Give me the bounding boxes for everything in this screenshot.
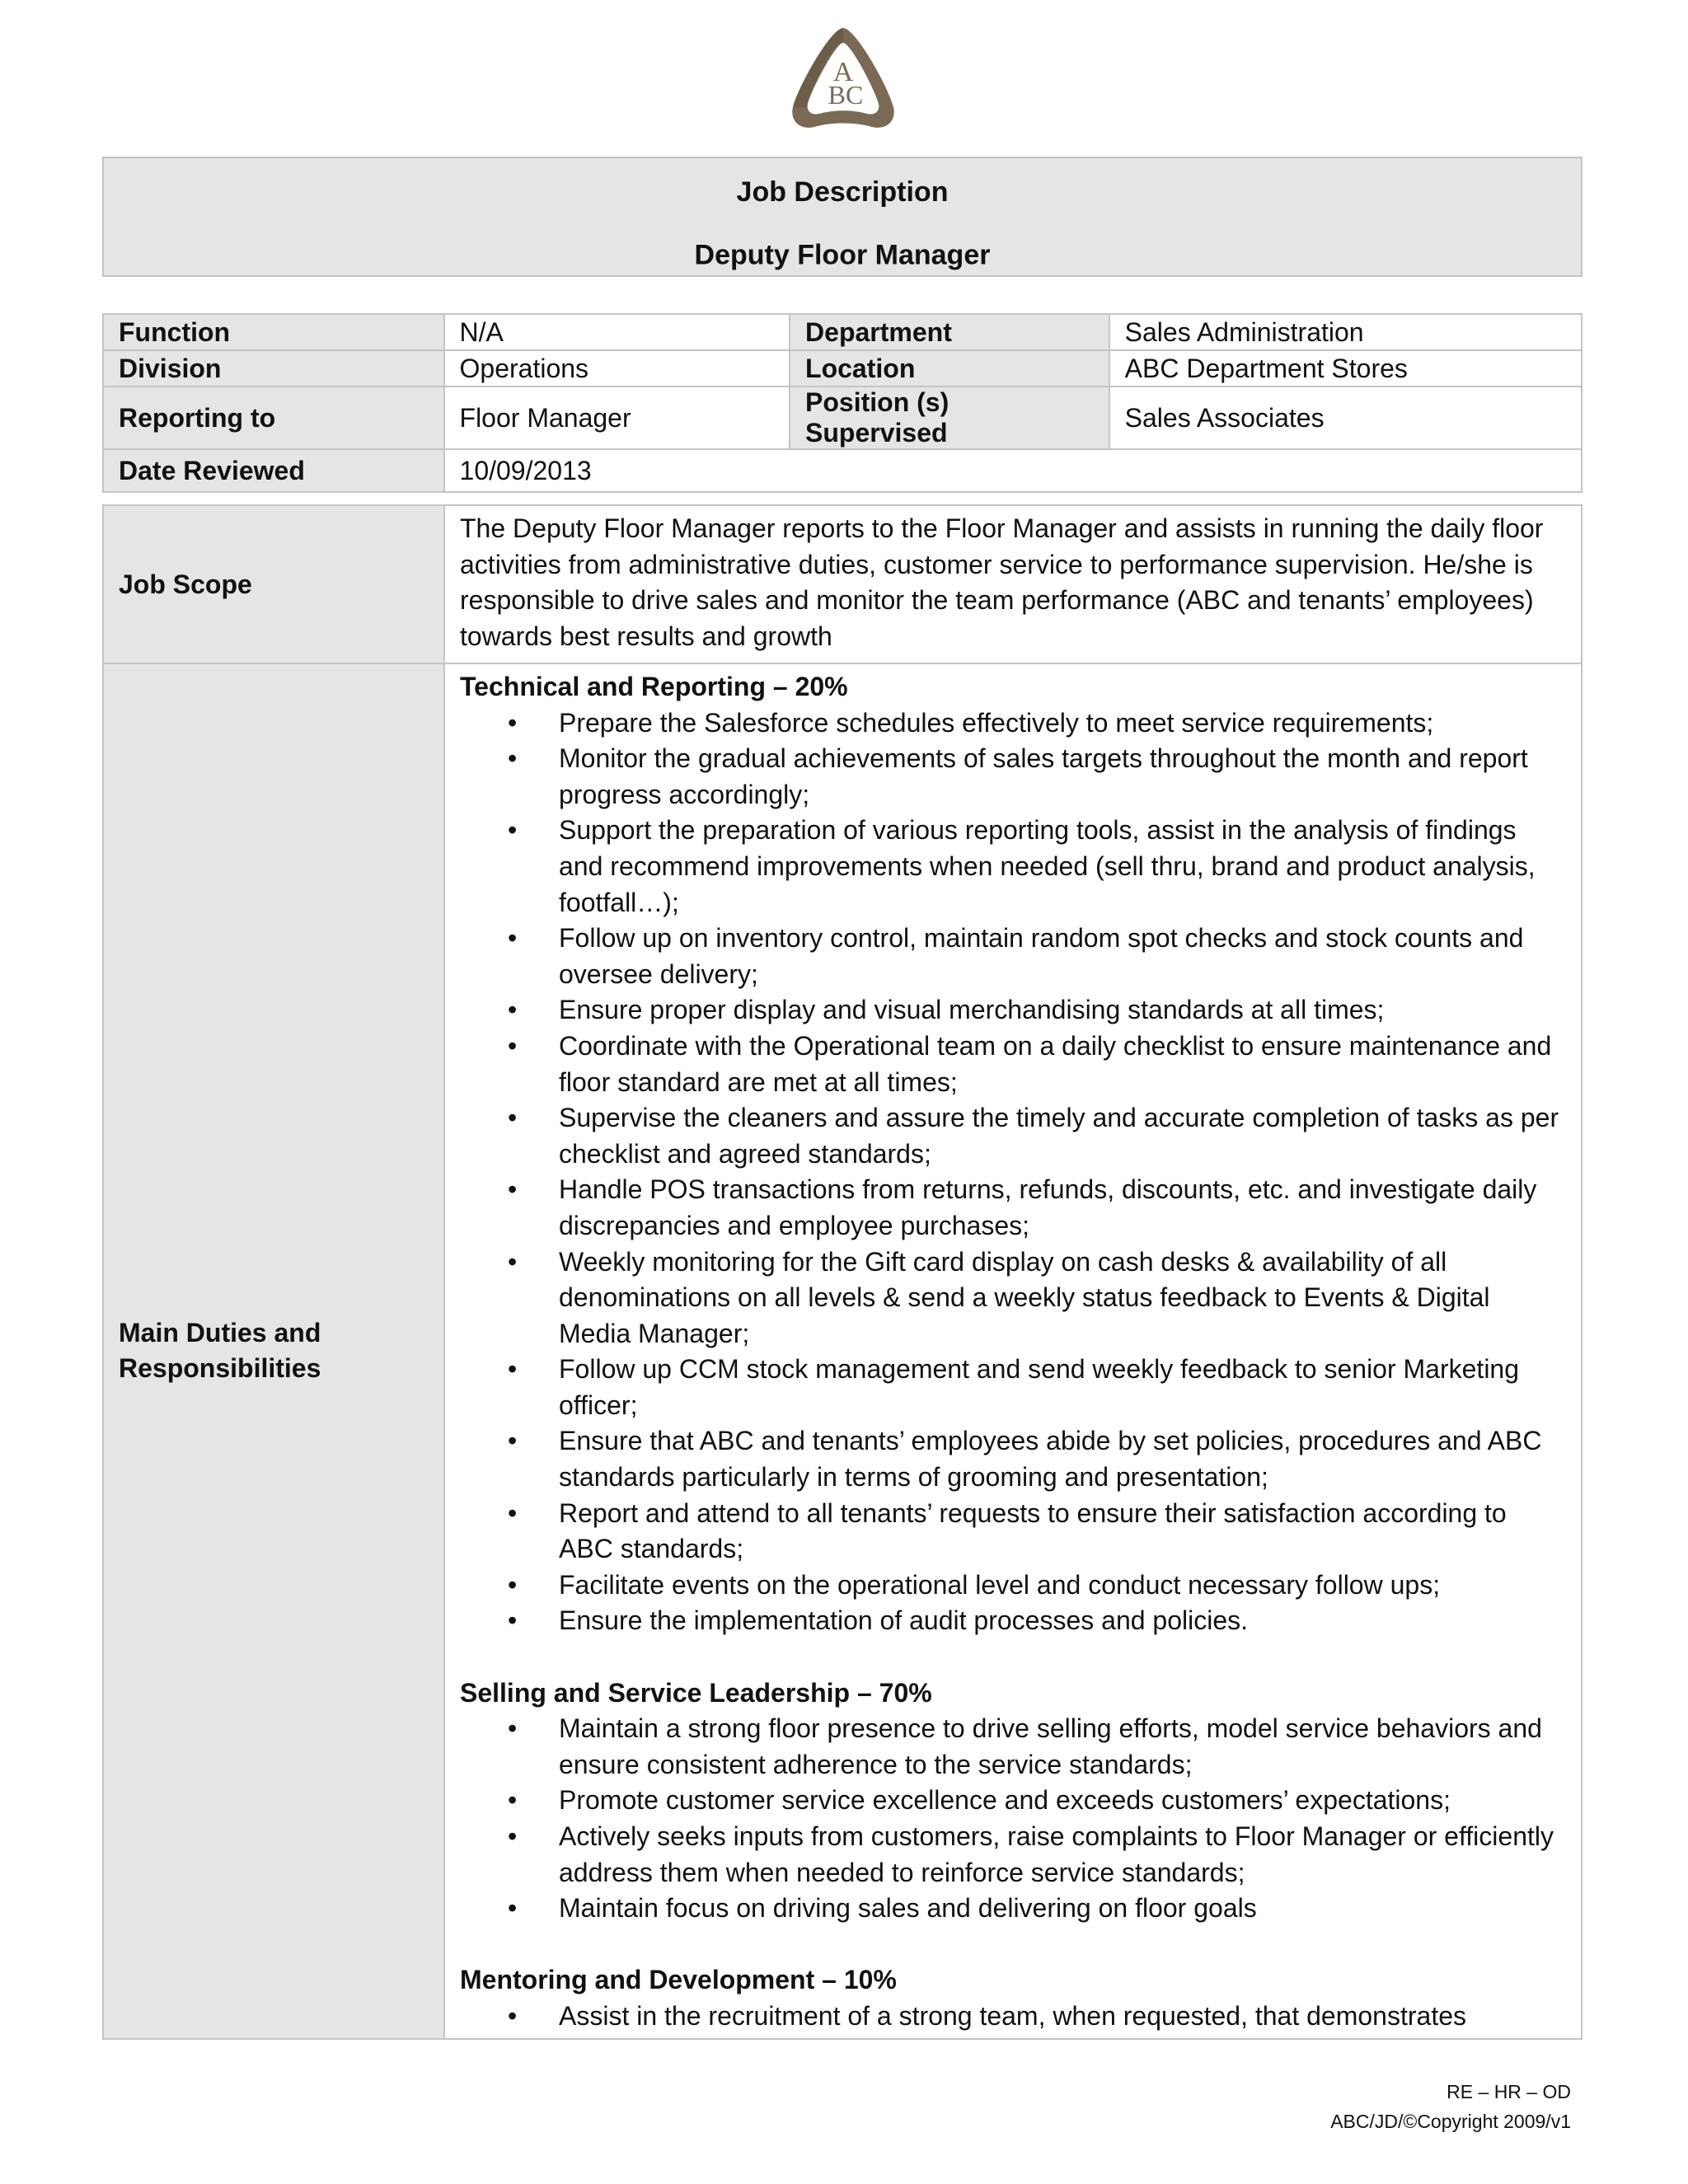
department-value: Sales Administration bbox=[1109, 314, 1582, 350]
section-title: Selling and Service Leadership – 70% bbox=[460, 1677, 932, 1708]
list-item: • Support the preparation of various reporting tools, assist in the analysis of findings and recommend improvements when needed (sell thru, brand and product analysis, footfall…); bbox=[559, 813, 1566, 921]
location-label: Location bbox=[790, 350, 1109, 387]
footer-copyright: ABC/JD/©Copyright 2009/v1 bbox=[1330, 2111, 1571, 2132]
spacer bbox=[460, 1639, 1566, 1675]
svg-text:BC: BC bbox=[828, 80, 864, 110]
list-item: • Assist in the recruitment of a strong team, when requested, that demonstrates bbox=[559, 1999, 1566, 2035]
table-row bbox=[103, 449, 1582, 492]
function-value: N/A bbox=[444, 314, 790, 350]
supervised-label: Position (s) Supervised bbox=[790, 387, 1109, 449]
list-item: • Maintain focus on driving sales and delivering on floor goals bbox=[559, 1891, 1566, 1927]
date-reviewed-label: Date Reviewed bbox=[103, 449, 444, 492]
table-row bbox=[103, 387, 1582, 449]
svg-text:A: A bbox=[832, 57, 854, 87]
info-table bbox=[102, 313, 1582, 493]
list-item: • Follow up on inventory control, maintain random spot checks and stock counts and oversee delivery; bbox=[559, 921, 1566, 992]
list-item: • Supervise the cleaners and assure the timely and accurate completion of tasks as per checklist and agreed standards; bbox=[559, 1100, 1566, 1172]
footer-code: RE – HR – OD bbox=[1447, 2081, 1571, 2102]
date-reviewed-value: 10/09/2013 bbox=[444, 449, 1582, 492]
list-item: • Weekly monitoring for the Gift card display on cash desks & availability of all denominations on all levels & send a weekly status feedback to Events & Digital Media Manager; bbox=[559, 1244, 1566, 1352]
spacer bbox=[460, 1927, 1566, 1963]
bullet-list bbox=[460, 1999, 1566, 2035]
table-row bbox=[103, 314, 1582, 350]
bullet-list bbox=[460, 705, 1566, 1639]
list-item: • Maintain a strong floor presence to drive selling efforts, model service behaviors and ensure consistent adherence to the service standards; bbox=[559, 1711, 1566, 1783]
division-value: Operations bbox=[444, 350, 790, 387]
table-row bbox=[103, 663, 1582, 2039]
list-item: • Facilitate events on the operational level and conduct necessary follow ups; bbox=[559, 1568, 1566, 1604]
list-item: • Promote customer service excellence and exceeds customers’ expectations; bbox=[559, 1783, 1566, 1819]
list-item: • Ensure the implementation of audit processes and policies. bbox=[559, 1603, 1566, 1639]
job-scope-label: Job Scope bbox=[103, 505, 444, 663]
list-item: • Actively seeks inputs from customers, raise complaints to Floor Manager or efficiently address them when needed to reinforce service standards; bbox=[559, 1819, 1566, 1891]
function-label: Function bbox=[103, 314, 444, 350]
list-item: • Coordinate with the Operational team on a daily checklist to ensure maintenance and floor standard are met at all times; bbox=[559, 1029, 1566, 1100]
list-item: • Follow up CCM stock management and send weekly feedback to senior Marketing officer; bbox=[559, 1352, 1566, 1423]
division-label: Division bbox=[103, 350, 444, 387]
section-title: Technical and Reporting – 20% bbox=[460, 672, 848, 701]
location-value: ABC Department Stores bbox=[1109, 350, 1582, 387]
supervised-value: Sales Associates bbox=[1109, 387, 1582, 449]
reporting-value: Floor Manager bbox=[444, 387, 790, 449]
department-label: Department bbox=[790, 314, 1109, 350]
table-row bbox=[103, 505, 1582, 663]
list-item: • Ensure proper display and visual merchandising standards at all times; bbox=[559, 992, 1566, 1029]
list-item: • Monitor the gradual achievements of sales targets throughout the month and report progress accordingly; bbox=[559, 741, 1566, 813]
document-title: Job Description bbox=[736, 176, 949, 208]
list-item: • Ensure that ABC and tenants’ employees abide by set policies, procedures and ABC standards particularly in terms of grooming and presentation; bbox=[559, 1423, 1566, 1495]
list-item: • Report and attend to all tenants’ requests to ensure their satisfaction according to ABC standards; bbox=[559, 1496, 1566, 1568]
bullet-list bbox=[460, 1711, 1566, 1927]
footer bbox=[1330, 2077, 1571, 2136]
section-title: Mentoring and Development – 10% bbox=[460, 1965, 897, 1995]
list-item: • Prepare the Salesforce schedules effectively to meet service requirements; bbox=[559, 705, 1566, 742]
job-scope-text: The Deputy Floor Manager reports to the Floor Manager and assists in running the daily floor activities from administrative duties, customer service to performance supervision. He/she is responsible to drive sales and monitor the team performance (ABC and tenants’ employees) towards best results and growth bbox=[444, 505, 1582, 663]
job-title: Deputy Floor Manager bbox=[694, 239, 991, 271]
main-table bbox=[102, 504, 1582, 2040]
title-box bbox=[102, 157, 1582, 277]
duties-content bbox=[444, 663, 1582, 2039]
table-row bbox=[103, 350, 1582, 387]
list-item: • Handle POS transactions from returns, refunds, discounts, etc. and investigate daily discrepancies and employee purchases; bbox=[559, 1172, 1566, 1244]
company-logo bbox=[781, 21, 905, 137]
reporting-label: Reporting to bbox=[103, 387, 444, 449]
duties-label: Main Duties and Responsibilities bbox=[103, 663, 444, 2039]
